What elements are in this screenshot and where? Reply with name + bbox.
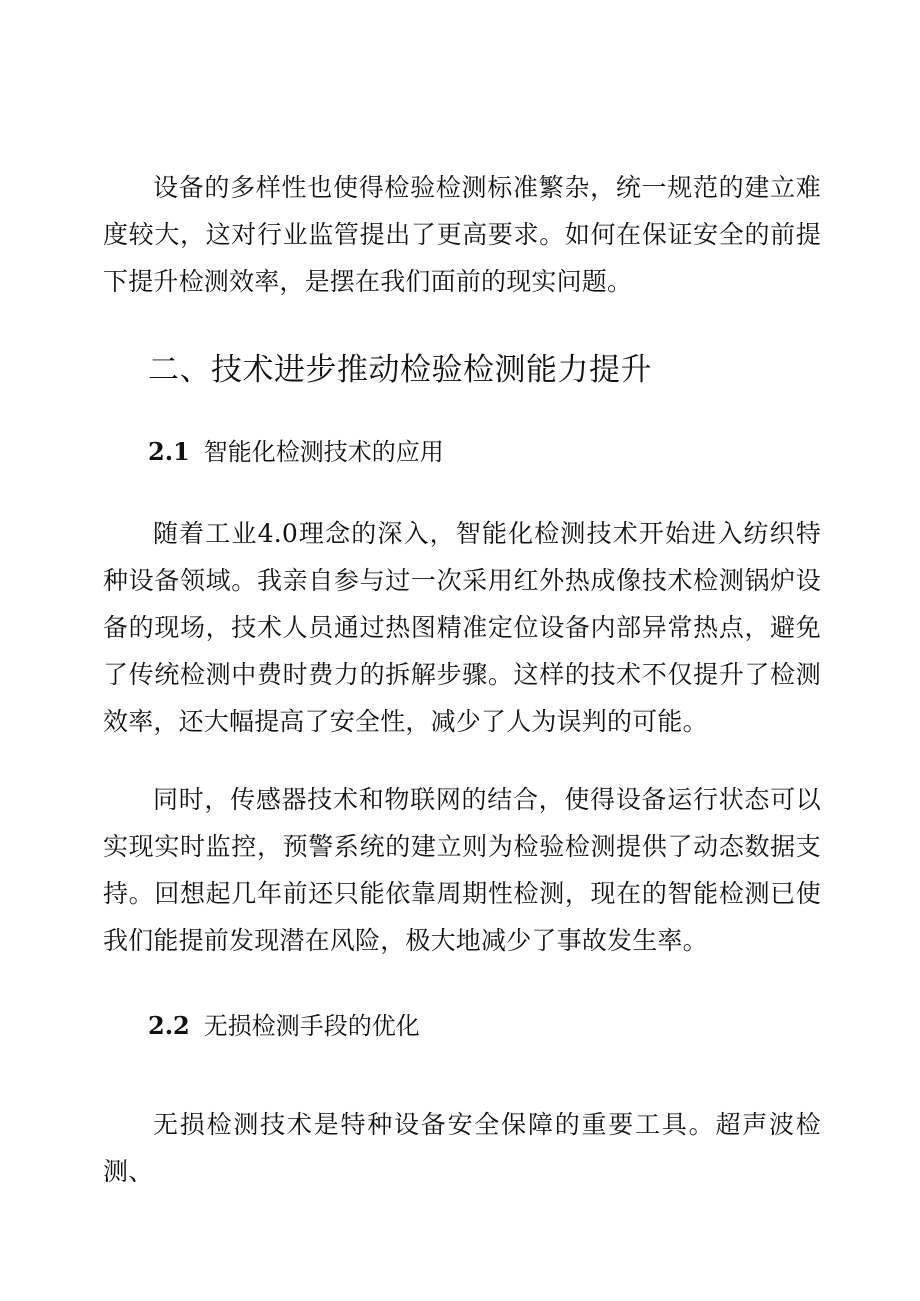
body-paragraph: 无损检测技术是特种设备安全保障的重要工具。超声波检测、 [103, 1110, 821, 1186]
subsection-title: 智能化检测技术的应用 [203, 438, 444, 466]
body-paragraph: 设备的多样性也使得检验检测标准繁杂，统一规范的建立难度较大，这对行业监管提出了更高要求。如何在保证安全的前提下提升检测效率，是摆在我们面前的现实问题。 [103, 173, 821, 296]
subsection-heading [148, 1006, 420, 1046]
body-paragraph: 随着工业4.0理念的深入，智能化检测技术开始进入纺织特种设备领域。我亲自参与过一次采用红外热成像技术检测锅炉设备的现场，技术人员通过热图精准定位设备内部异常热点，避免了传统检测中费时费力的拆解步骤。这样的技术不仅提升了检测效率，还大幅提高了安全性，减少了人为误判的可能。 [103, 519, 821, 736]
subsection-title: 无损检测手段的优化 [203, 1012, 420, 1040]
subsection-number: 2.2 [148, 1011, 190, 1040]
body-paragraph: 同时，传感器技术和物联网的结合，使得设备运行状态可以实现实时监控，预警系统的建立则为检验检测提供了动态数据支持。回想起几年前还只能依靠周期性检测，现在的智能检测已使我们能提前发现潜在风险，极大地减少了事故发生率。 [103, 785, 821, 955]
section-heading: 二、技术进步推动检验检测能力提升 [148, 352, 652, 388]
subsection-number: 2.1 [148, 437, 190, 466]
subsection-heading [148, 432, 444, 472]
